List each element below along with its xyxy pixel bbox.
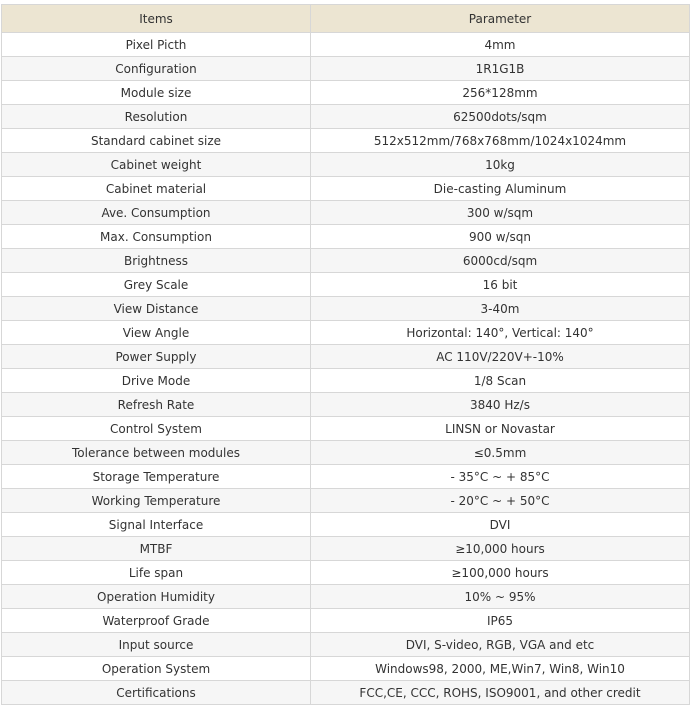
spec-value-cell: FCC,CE, CCC, ROHS, ISO9001, and other credit xyxy=(311,681,690,705)
table-body xyxy=(2,33,690,705)
spec-value-cell: 16 bit xyxy=(311,273,690,297)
spec-item-cell: Operation Humidity xyxy=(2,585,311,609)
spec-item-cell: Standard cabinet size xyxy=(2,129,311,153)
table-row xyxy=(2,561,690,585)
spec-value-cell: AC 110V/220V+-10% xyxy=(311,345,690,369)
column-header-items: Items xyxy=(2,5,311,33)
spec-value-cell: 3-40m xyxy=(311,297,690,321)
spec-value-cell: 10kg xyxy=(311,153,690,177)
table-row xyxy=(2,273,690,297)
spec-item-cell: Operation System xyxy=(2,657,311,681)
spec-item-cell: MTBF xyxy=(2,537,311,561)
table-row xyxy=(2,105,690,129)
spec-item-cell: Working Temperature xyxy=(2,489,311,513)
spec-value-cell: ≤0.5mm xyxy=(311,441,690,465)
spec-value-cell: 900 w/sqn xyxy=(311,225,690,249)
spec-value-cell: 300 w/sqm xyxy=(311,201,690,225)
table-row xyxy=(2,657,690,681)
table-row xyxy=(2,465,690,489)
table-row xyxy=(2,369,690,393)
table-row xyxy=(2,417,690,441)
spec-item-cell: Module size xyxy=(2,81,311,105)
table-row xyxy=(2,297,690,321)
spec-value-cell: 512x512mm/768x768mm/1024x1024mm xyxy=(311,129,690,153)
table-row xyxy=(2,57,690,81)
spec-value-cell: 4mm xyxy=(311,33,690,57)
spec-item-cell: Waterproof Grade xyxy=(2,609,311,633)
spec-value-cell: 62500dots/sqm xyxy=(311,105,690,129)
spec-item-cell: Tolerance between modules xyxy=(2,441,311,465)
spec-value-cell: IP65 xyxy=(311,609,690,633)
spec-value-cell: DVI xyxy=(311,513,690,537)
table-row xyxy=(2,201,690,225)
spec-value-cell: 3840 Hz/s xyxy=(311,393,690,417)
spec-value-cell: DVI, S-video, RGB, VGA and etc xyxy=(311,633,690,657)
column-header-parameter: Parameter xyxy=(311,5,690,33)
table-row xyxy=(2,609,690,633)
table-row xyxy=(2,345,690,369)
spec-value-cell: 256*128mm xyxy=(311,81,690,105)
spec-item-cell: Configuration xyxy=(2,57,311,81)
spec-value-cell: ≥100,000 hours xyxy=(311,561,690,585)
spec-item-cell: Cabinet material xyxy=(2,177,311,201)
table-row xyxy=(2,441,690,465)
spec-value-cell: 10% ~ 95% xyxy=(311,585,690,609)
spec-value-cell: LINSN or Novastar xyxy=(311,417,690,441)
spec-item-cell: Power Supply xyxy=(2,345,311,369)
spec-item-cell: View Angle xyxy=(2,321,311,345)
spec-item-cell: Control System xyxy=(2,417,311,441)
spec-value-cell: - 20°C ~ + 50°C xyxy=(311,489,690,513)
spec-item-cell: Refresh Rate xyxy=(2,393,311,417)
spec-item-cell: Cabinet weight xyxy=(2,153,311,177)
table-row xyxy=(2,681,690,705)
spec-value-cell: Horizontal: 140°, Vertical: 140° xyxy=(311,321,690,345)
table-header-row xyxy=(2,5,690,33)
spec-value-cell: ≥10,000 hours xyxy=(311,537,690,561)
table-row xyxy=(2,489,690,513)
specifications-table xyxy=(1,4,690,705)
spec-value-cell: 6000cd/sqm xyxy=(311,249,690,273)
spec-value-cell: Die-casting Aluminum xyxy=(311,177,690,201)
spec-item-cell: Certifications xyxy=(2,681,311,705)
table-row xyxy=(2,249,690,273)
table-row xyxy=(2,633,690,657)
spec-item-cell: Input source xyxy=(2,633,311,657)
spec-value-cell: Windows98, 2000, ME,Win7, Win8, Win10 xyxy=(311,657,690,681)
table-row xyxy=(2,177,690,201)
spec-item-cell: Brightness xyxy=(2,249,311,273)
spec-item-cell: Ave. Consumption xyxy=(2,201,311,225)
table-row xyxy=(2,393,690,417)
table-row xyxy=(2,321,690,345)
spec-item-cell: View Distance xyxy=(2,297,311,321)
spec-item-cell: Max. Consumption xyxy=(2,225,311,249)
table-row xyxy=(2,81,690,105)
spec-item-cell: Grey Scale xyxy=(2,273,311,297)
table-row xyxy=(2,129,690,153)
table-row xyxy=(2,537,690,561)
spec-value-cell: - 35°C ~ + 85°C xyxy=(311,465,690,489)
table-row xyxy=(2,585,690,609)
spec-item-cell: Drive Mode xyxy=(2,369,311,393)
spec-item-cell: Signal Interface xyxy=(2,513,311,537)
table-row xyxy=(2,513,690,537)
spec-item-cell: Pixel Picth xyxy=(2,33,311,57)
spec-item-cell: Storage Temperature xyxy=(2,465,311,489)
table-row xyxy=(2,225,690,249)
spec-item-cell: Resolution xyxy=(2,105,311,129)
table-row xyxy=(2,153,690,177)
table-row xyxy=(2,33,690,57)
spec-item-cell: Life span xyxy=(2,561,311,585)
spec-value-cell: 1R1G1B xyxy=(311,57,690,81)
spec-value-cell: 1/8 Scan xyxy=(311,369,690,393)
